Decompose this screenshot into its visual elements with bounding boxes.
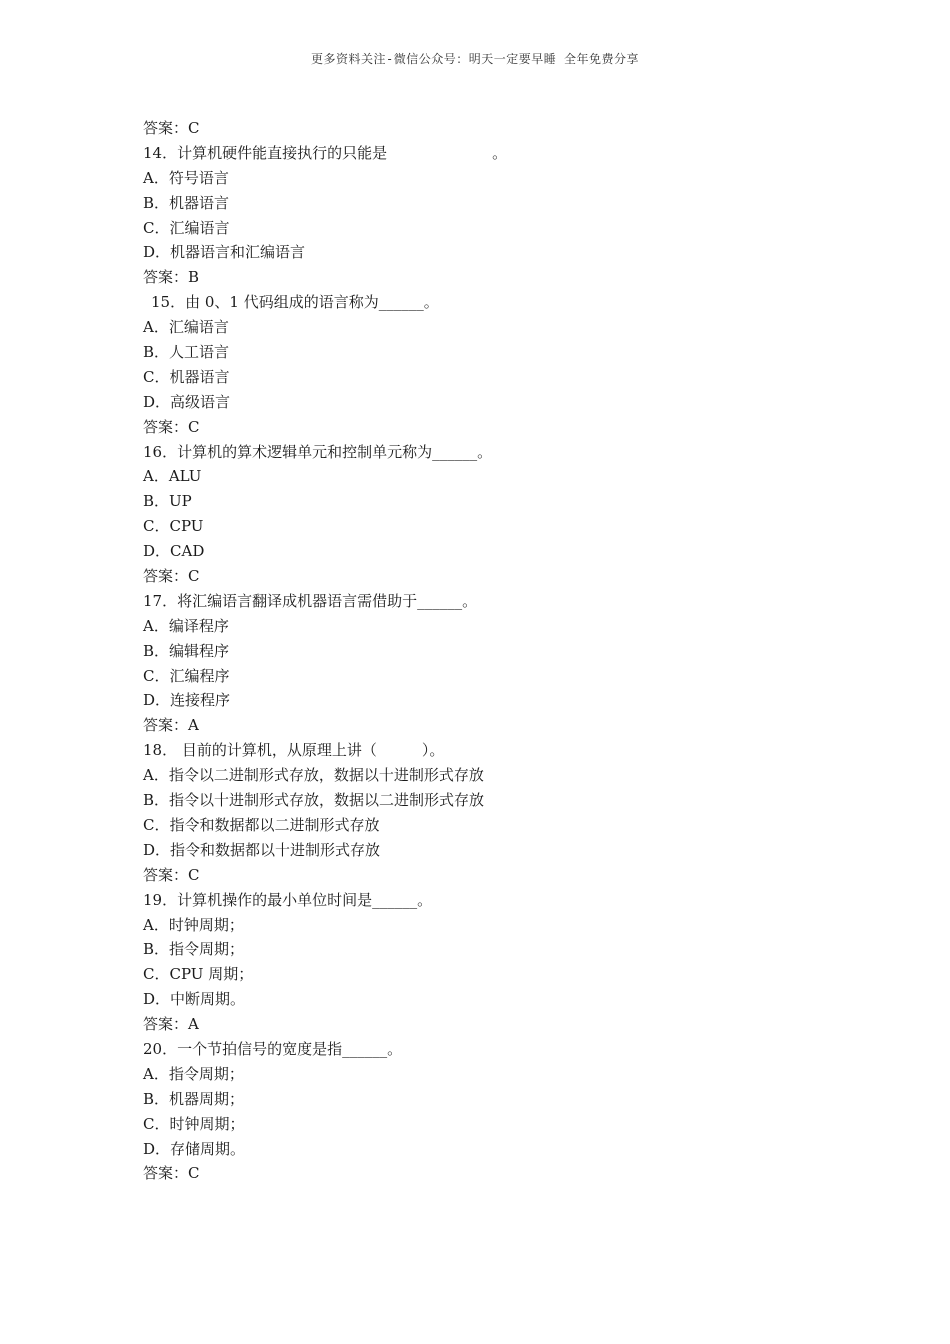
question-20: 20．一个节拍信号的宽度是指______。 <box>143 1039 403 1058</box>
option-line: A．时钟周期； <box>143 915 244 934</box>
answer-line: 答案：C <box>143 1164 200 1183</box>
option-line: D．指令和数据都以十进制形式存放 <box>143 840 381 859</box>
option-line: C．机器语言 <box>143 367 230 386</box>
option-line: B．指令周期； <box>143 940 245 959</box>
answer-line: 答案：C <box>143 567 200 586</box>
option-line: D．连接程序 <box>143 691 231 710</box>
option-line: C．CPU <box>143 517 204 536</box>
option-line: D．高级语言 <box>143 392 231 411</box>
question-17: 17．将汇编语言翻译成机器语言需借助于______。 <box>143 591 478 610</box>
header-note: 更多资料关注-微信公众号：明天一定要早睡 全年免费分享 <box>311 52 639 66</box>
document-body <box>143 116 843 1186</box>
question-14: 14．计算机硬件能直接执行的只能是 。 <box>143 143 508 162</box>
option-line: B．UP <box>143 492 192 511</box>
question-16: 16．计算机的算术逻辑单元和控制单元称为______。 <box>143 442 493 461</box>
option-line: C．指令和数据都以二进制形式存放 <box>143 815 380 834</box>
option-line: C．时钟周期； <box>143 1114 245 1133</box>
option-line: D．存储周期。 <box>143 1139 246 1158</box>
answer-line: 答案：A <box>143 716 199 735</box>
option-line: D．中断周期。 <box>143 990 246 1009</box>
option-line: A．指令以二进制形式存放，数据以十进制形式存放 <box>143 766 484 785</box>
answer-line: 答案：C <box>143 417 200 436</box>
option-line: D．CAD <box>143 542 205 561</box>
option-line: A．汇编语言 <box>143 318 229 337</box>
answer-line: 答案：A <box>143 1015 199 1034</box>
option-line: A．ALU <box>143 467 202 486</box>
option-line: B．指令以十进制形式存放，数据以二进制形式存放 <box>143 791 485 810</box>
option-line: B．编辑程序 <box>143 641 230 660</box>
option-line: A．指令周期； <box>143 1064 244 1083</box>
option-line: C．汇编语言 <box>143 218 230 237</box>
option-line: A．编译程序 <box>143 616 229 635</box>
option-line: C．CPU 周期； <box>143 965 254 984</box>
answer-line: 答案：C <box>143 865 200 884</box>
question-15: 15．由 0、1 代码组成的语言称为______。 <box>151 293 439 312</box>
question-19: 19．计算机操作的最小单位时间是______。 <box>143 890 433 909</box>
option-line: D．机器语言和汇编语言 <box>143 243 306 262</box>
option-line: B．人工语言 <box>143 343 230 362</box>
option-line: C．汇编程序 <box>143 666 230 685</box>
answer-line: 答案：B <box>143 268 200 287</box>
option-line: B．机器语言 <box>143 193 230 212</box>
question-18: 18． 目前的计算机，从原理上讲（ ）。 <box>143 741 445 760</box>
answer-line: 答案：C <box>143 119 200 137</box>
option-line: A．符号语言 <box>143 168 229 187</box>
option-line: B．机器周期； <box>143 1089 245 1108</box>
